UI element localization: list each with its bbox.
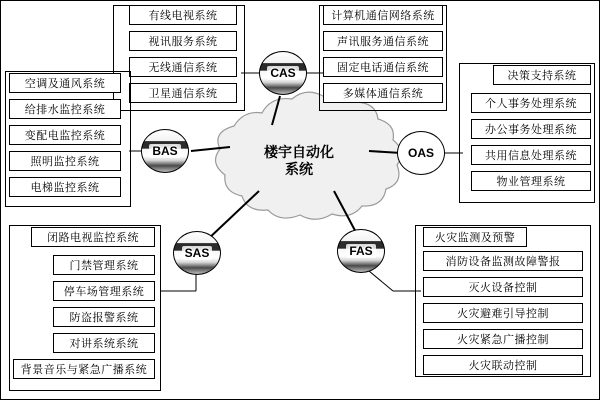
node-cas-left-0[interactable]: 有线电视系统 (129, 5, 237, 25)
node-oas-1[interactable]: 个人事务处理系统 (471, 93, 591, 113)
node-cas-left-1[interactable]: 视讯服务系统 (129, 31, 237, 51)
node-oas-4[interactable]: 物业管理系统 (471, 171, 591, 191)
node-fas-0[interactable]: 火灾监测及预警 (423, 227, 527, 247)
node-sas-0[interactable]: 闭路电视监控系统 (31, 227, 155, 247)
node-fas-5[interactable]: 火灾联动控制 (423, 355, 583, 375)
node-cas-right-0[interactable]: 计算机通信网络系统 (323, 5, 443, 25)
node-sas-1[interactable]: 门禁管理系统 (53, 255, 155, 275)
hub-cas-label: CAS (267, 66, 298, 80)
node-sas-5[interactable]: 背景音乐与紧急广播系统 (13, 359, 155, 379)
node-sas-4[interactable]: 对讲系统系统 (53, 333, 155, 353)
hub-oas-label: OAS (405, 146, 437, 160)
node-fas-3[interactable]: 火灾避难引导控制 (423, 303, 583, 323)
node-bas-2[interactable]: 变配电监控系统 (9, 125, 121, 145)
hub-bas-label: BAS (149, 144, 180, 158)
center-label-line1: 楼宇自动化 (264, 143, 334, 160)
node-cas-left-3[interactable]: 卫星通信系统 (129, 83, 237, 103)
node-cas-right-2[interactable]: 固定电话通信系统 (323, 57, 443, 77)
node-sas-2[interactable]: 停车场管理系统 (53, 281, 155, 301)
node-fas-4[interactable]: 火灾紧急广播控制 (423, 329, 583, 349)
node-oas-3[interactable]: 共用信息处理系统 (471, 145, 591, 165)
hub-bas[interactable] (141, 129, 189, 173)
center-node (229, 131, 369, 191)
node-cas-right-3[interactable]: 多媒体通信系统 (323, 83, 443, 103)
hub-oas[interactable] (397, 131, 445, 175)
hub-fas[interactable] (337, 229, 385, 273)
node-fas-2[interactable]: 灭火设备控制 (423, 277, 583, 297)
node-oas-2[interactable]: 办公事务处理系统 (471, 119, 591, 139)
hub-sas-label: SAS (182, 246, 213, 260)
node-oas-0[interactable]: 决策支持系统 (493, 65, 591, 85)
node-sas-3[interactable]: 防盗报警系统 (53, 307, 155, 327)
node-bas-1[interactable]: 给排水监控系统 (9, 99, 121, 119)
hub-sas[interactable] (173, 231, 221, 275)
node-cas-left-2[interactable]: 无线通信系统 (129, 57, 237, 77)
hub-cas[interactable] (259, 51, 307, 95)
node-bas-4[interactable]: 电梯监控系统 (9, 177, 121, 197)
center-label-line2: 系统 (285, 161, 313, 177)
node-cas-right-1[interactable]: 声讯服务通信系统 (323, 31, 443, 51)
node-fas-1[interactable]: 消防设备监测故障警报 (423, 251, 583, 271)
node-bas-3[interactable]: 照明监控系统 (9, 151, 121, 171)
hub-fas-label: FAS (346, 244, 375, 258)
node-bas-0[interactable]: 空调及通风系统 (9, 73, 121, 93)
